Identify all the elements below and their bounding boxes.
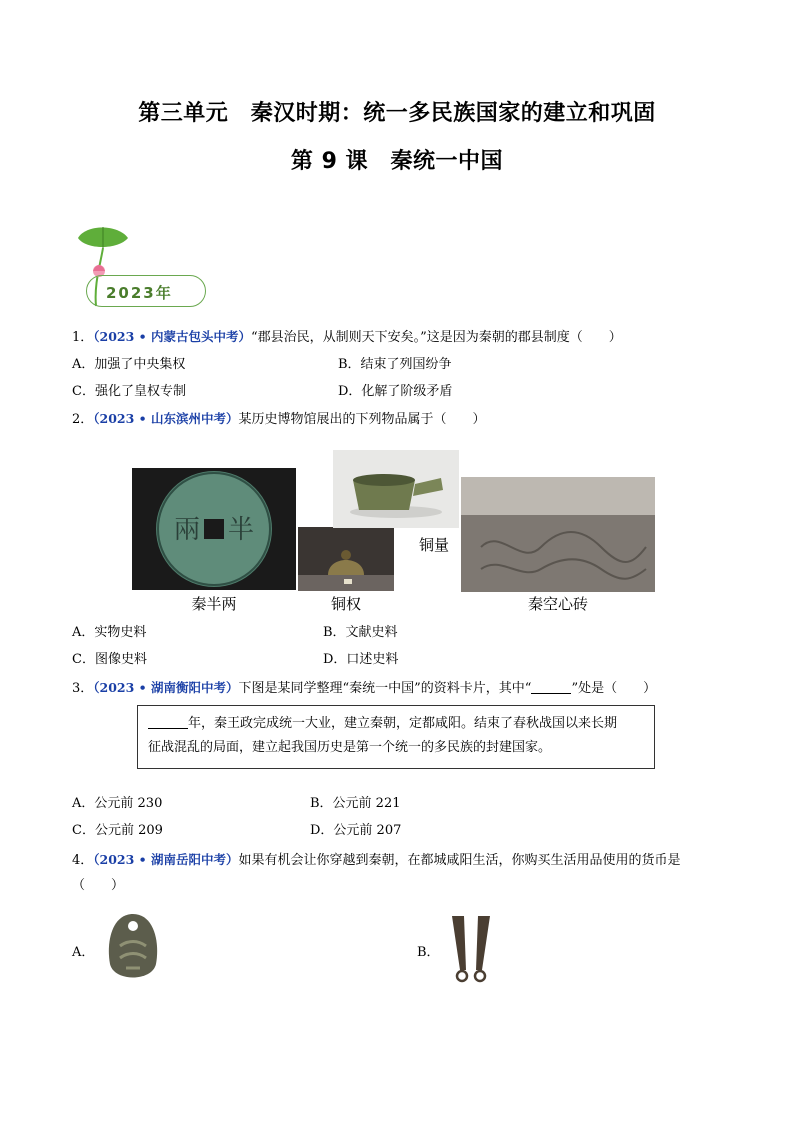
question-stem: 某历史博物馆展出的下列物品属于（ ） <box>238 412 486 427</box>
qin-banliang-coin-image <box>132 468 296 590</box>
question-stem: 下图是某同学整理“秦统一中国”的资料卡片，其中“ <box>238 681 532 696</box>
q3-option-a[interactable]: A．公元前 230 <box>72 796 163 811</box>
question-source: （2023 • 湖南衡阳中考） <box>93 680 239 695</box>
ant-nose-coin-image[interactable] <box>104 912 162 986</box>
caption-coin: 秦半两 <box>191 595 237 613</box>
q1-option-b[interactable]: B．结束了列国纷争 <box>338 357 452 372</box>
info-card <box>137 705 655 769</box>
q1-option-c[interactable]: C．强化了皇权专制 <box>72 384 186 399</box>
card-line-1: 年，秦王政完成统一大业，建立秦朝，定都咸阳。结束了春秋战国以来长期 <box>188 716 618 731</box>
question-4 <box>72 851 681 870</box>
q3-option-b[interactable]: B．公元前 221 <box>310 796 401 811</box>
q1-option-a[interactable]: A．加强了中央集权 <box>72 357 186 372</box>
q2-option-b[interactable]: B．文献史料 <box>323 625 398 640</box>
q3-option-d[interactable]: D．公元前 207 <box>310 823 402 838</box>
q2-option-a[interactable]: A．实物史料 <box>72 625 147 640</box>
card-blank <box>148 714 188 729</box>
question-number: 1． <box>72 330 94 345</box>
year-label: 2023年 <box>106 284 173 302</box>
caption-weight: 铜权 <box>330 595 361 613</box>
svg-text:兩: 兩 <box>174 515 201 545</box>
q4-option-a[interactable]: A． <box>72 945 95 960</box>
question-number: 2． <box>72 412 94 427</box>
q3-option-c[interactable]: C．公元前 209 <box>72 823 163 838</box>
question-source: （2023 • 内蒙古包头中考） <box>93 329 252 344</box>
hollow-brick-image <box>461 477 655 592</box>
question-3 <box>72 679 656 698</box>
caption-measure: 铜量 <box>418 536 449 554</box>
lesson-title: 第 9 课 秦统一中国 <box>290 149 504 174</box>
q4-option-b[interactable]: B． <box>417 945 440 960</box>
q2-option-c[interactable]: C．图像史料 <box>72 652 147 667</box>
question-stem: 如果有机会让你穿越到秦朝，在都城咸阳生活，你购买生活用品使用的货币是 <box>238 853 681 868</box>
question-number: 3． <box>72 681 94 696</box>
q1-option-d[interactable]: D．化解了阶级矛盾 <box>338 384 453 399</box>
question-number: 4． <box>72 853 94 868</box>
question-4-line-2: （ ） <box>72 878 125 893</box>
bronze-measure-image <box>333 450 459 528</box>
card-line-2: 征战混乱的局面，建立起我国历史是第一个统一的多民族的封建国家。 <box>148 740 552 755</box>
question-source: （2023 • 山东滨州中考） <box>93 411 239 426</box>
question-source: （2023 • 湖南岳阳中考） <box>93 852 239 867</box>
knife-coin-image[interactable] <box>446 912 496 986</box>
question-1 <box>72 328 622 347</box>
caption-brick: 秦空心砖 <box>527 595 588 613</box>
question-2 <box>72 410 486 429</box>
answer-blank <box>531 679 571 694</box>
question-stem-end: ”处是（ ） <box>571 681 657 696</box>
bronze-weight-image <box>298 527 394 591</box>
svg-text:半: 半 <box>228 515 255 545</box>
q2-option-d[interactable]: D．口述史料 <box>323 652 399 667</box>
unit-title: 第三单元 秦汉时期：统一多民族国家的建立和巩固 <box>138 101 656 126</box>
question-stem: “郡县治民，从制则天下安矣。”这是因为秦朝的郡县制度（ ） <box>251 330 622 345</box>
